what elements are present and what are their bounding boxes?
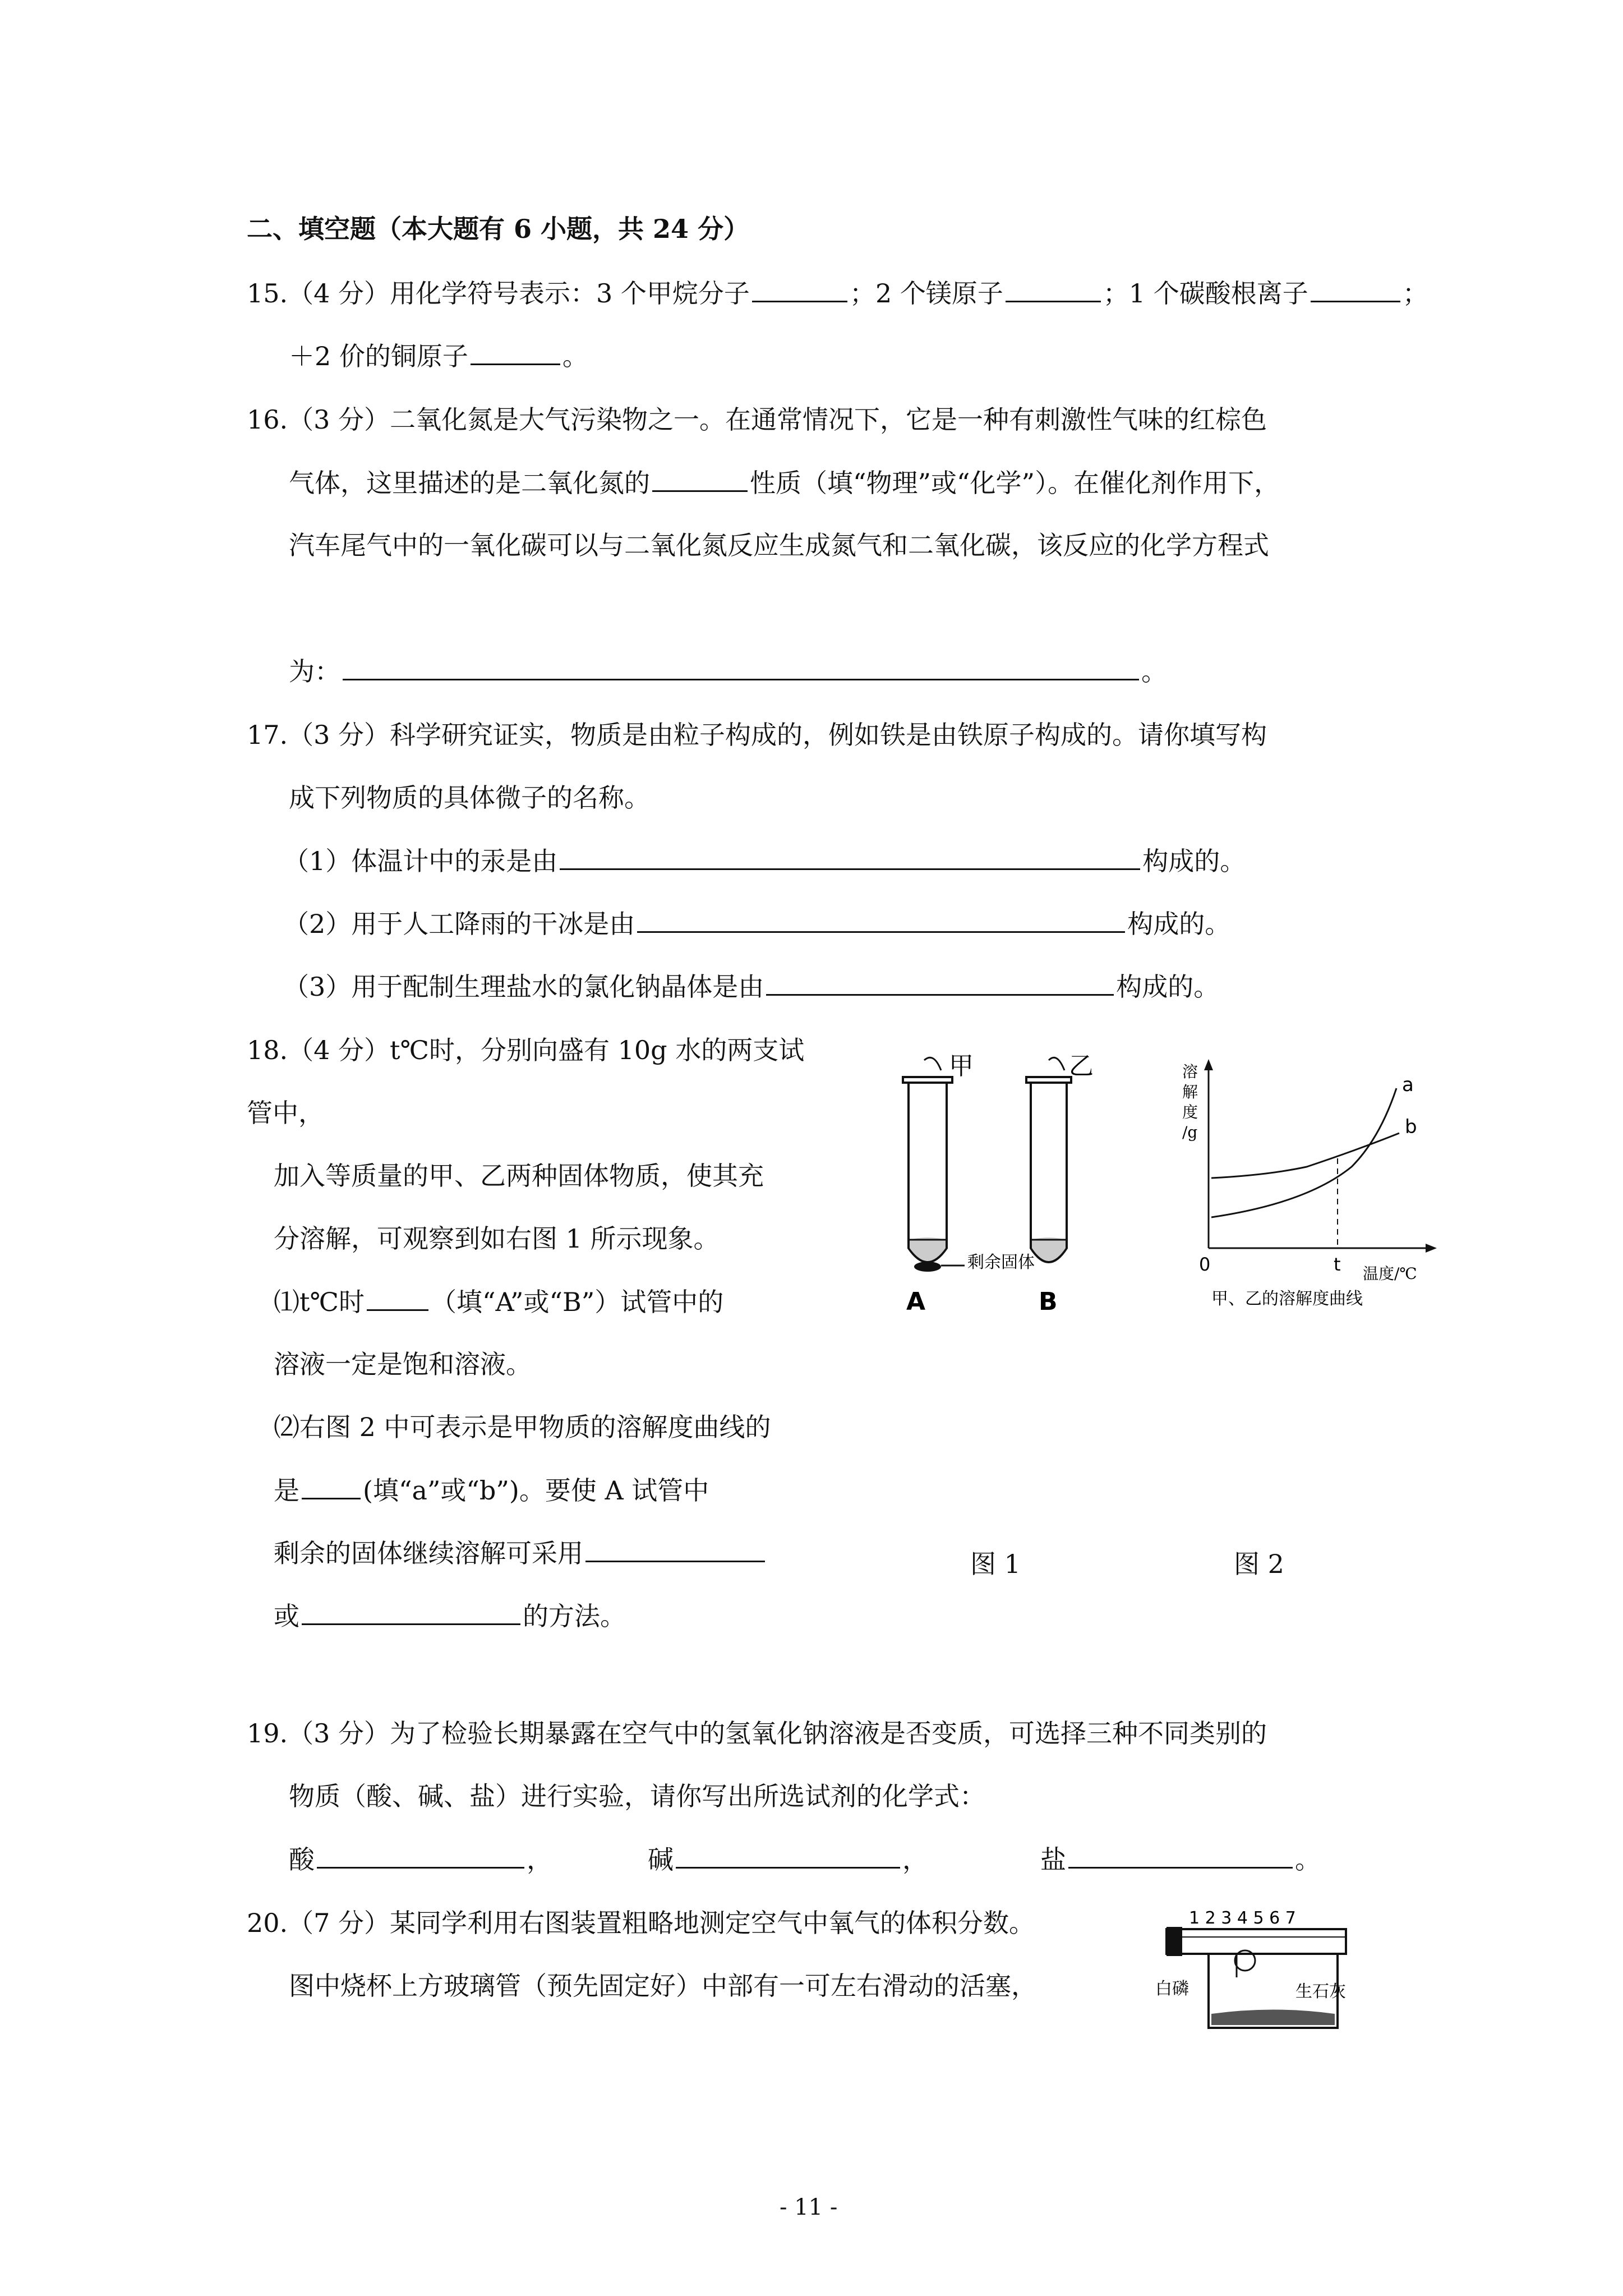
x-axis-label: 温度/℃	[1363, 1264, 1417, 1283]
q18-blank-1[interactable]	[367, 1285, 428, 1311]
q18-blank-3[interactable]	[585, 1536, 765, 1562]
q17-item2-tail: 构成的。	[1127, 909, 1231, 939]
q16-text-b: 性质（填“物理”或“化学”）。在催化剂作用下，	[750, 468, 1280, 498]
q16-line2	[289, 466, 1280, 500]
curve-a-label: a	[1402, 1074, 1414, 1096]
quicklime-label: 生石灰	[1295, 1982, 1346, 2001]
q19-comma-2: ，	[902, 1844, 928, 1875]
q15-blank-3[interactable]	[1311, 276, 1400, 302]
q19-base	[648, 1842, 928, 1876]
q20-apparatus-figure	[1144, 1904, 1402, 2050]
q18-text-g: 的方法。	[523, 1601, 626, 1631]
q18-line10	[274, 1599, 626, 1633]
q18-line3: 加入等质量的甲、乙两种固体物质，使其充	[274, 1161, 764, 1191]
white-phosphorus-label: 白磷	[1155, 1979, 1189, 1999]
q19-line3	[289, 1842, 552, 1876]
q17-item2	[283, 907, 1230, 941]
y-axis-label-line4: /g	[1182, 1123, 1198, 1142]
q15-text-a: 15.（4 分）用化学符号表示：3 个甲烷分子	[247, 278, 750, 309]
tube-b	[1026, 1057, 1071, 1262]
residual-note: 剩余固体	[967, 1253, 1035, 1272]
q18-text-c: 是	[274, 1475, 299, 1506]
q18-text-d: (填“a”或“b”)。要使 A 试管中	[363, 1475, 709, 1506]
q20-line2: 图中烧杯上方玻璃管（预先固定好）中部有一可左右滑动的活塞，	[289, 1971, 1037, 2001]
q18-text-e: 剩余的固体继续溶解可采用	[274, 1538, 583, 1568]
piston	[1166, 1927, 1182, 1956]
q19-end: 。	[1295, 1844, 1321, 1875]
q18-line7: ⑵右图 2 中可表示是甲物质的溶解度曲线的	[274, 1412, 771, 1442]
q18-line5	[274, 1285, 723, 1319]
q15-text-b: ；2 个镁原子	[849, 278, 1003, 309]
q18-blank-2[interactable]	[302, 1473, 361, 1499]
tube-a	[903, 1057, 965, 1272]
q19-line2: 物质（酸、碱、盐）进行实验，请你写出所选试剂的化学式：	[289, 1781, 985, 1811]
q18-line1: 18.（4 分）t℃时，分别向盛有 10g 水的两支试	[247, 1035, 805, 1065]
figure-2-caption: 图 2	[1234, 1549, 1284, 1579]
curve-a	[1211, 1088, 1396, 1217]
q16-blank-1[interactable]	[652, 466, 748, 492]
t-label: t	[1334, 1254, 1341, 1275]
q17-line2: 成下列物质的具体微子的名称。	[289, 783, 650, 813]
q16-line1: 16.（3 分）二氧化氮是大气污染物之一。在通常情况下，它是一种有刺激性气味的红棕色	[247, 404, 1267, 435]
q19-line1: 19.（3 分）为了检验长期暴露在空气中的氢氧化钠溶液是否变质，可选择三种不同类别的	[247, 1718, 1267, 1749]
q17-item2-text: （2）用于人工降雨的干冰是由	[283, 909, 635, 939]
page-number: - 11 -	[780, 2194, 838, 2220]
q19-base-label: 碱	[648, 1844, 674, 1875]
section-title: 二、填空题（本大题有 6 小题，共 24 分）	[247, 214, 750, 244]
q19-acid-label: 酸	[289, 1844, 315, 1875]
tube-b-label: 乙	[1069, 1055, 1094, 1080]
residual-solid	[914, 1262, 941, 1272]
curve-b	[1211, 1133, 1399, 1178]
curve-b-label: b	[1405, 1116, 1417, 1138]
q18-line6: 溶液一定是饱和溶液。	[274, 1349, 532, 1379]
q15-line1	[247, 276, 1428, 310]
tube-a-letter: A	[906, 1287, 926, 1316]
q17-line1: 17.（3 分）科学研究证实，物质是由粒子构成的，例如铁是由铁原子构成的。请你填写构	[247, 720, 1267, 750]
q18-line9	[274, 1536, 767, 1570]
q17-blank-2[interactable]	[637, 907, 1125, 933]
scale-label: 1 2 3 4 5 6 7	[1189, 1908, 1296, 1928]
q19-blank-acid[interactable]	[317, 1842, 524, 1869]
q15-text-d: ；	[1402, 278, 1428, 309]
q15-blank-1[interactable]	[752, 276, 847, 302]
figure-1-caption: 图 1	[970, 1549, 1021, 1579]
tube-a-label: 甲	[949, 1055, 974, 1080]
y-axis-label-line1: 溶	[1182, 1062, 1198, 1081]
y-axis-label-line3: 度	[1182, 1103, 1198, 1121]
q19-blank-salt[interactable]	[1068, 1842, 1293, 1869]
figure-2-title: 甲、乙的溶解度曲线	[1211, 1289, 1363, 1309]
q19-comma-1: ，	[527, 1844, 552, 1875]
figure-2-solubility-curves	[1178, 1055, 1458, 1324]
q19-blank-base[interactable]	[676, 1842, 900, 1869]
q18-line4: 分溶解，可观察到如右图 1 所示现象。	[274, 1223, 720, 1254]
q17-blank-3[interactable]	[766, 969, 1114, 996]
q17-item1	[283, 844, 1246, 878]
q17-item1-tail: 构成的。	[1142, 846, 1246, 876]
q18-text-f: 或	[274, 1601, 299, 1631]
y-axis-label	[1182, 1062, 1203, 1142]
q17-item3-text: （3）用于配制生理盐水的氯化钠晶体是由	[283, 972, 764, 1002]
q18-line8	[274, 1473, 709, 1507]
q18-text-a: ⑴t℃时	[274, 1287, 365, 1317]
quicklime-layer	[1211, 2010, 1335, 2026]
q16-line3: 汽车尾气中的一氧化碳可以与二氧化氮反应生成氮气和二氧化碳，该反应的化学方程式	[289, 530, 1269, 560]
q15-text-c: ；1 个碳酸根离子	[1103, 278, 1308, 309]
glass-tube	[1166, 1929, 1346, 1954]
q20-line1: 20.（7 分）某同学利用右图装置粗略地测定空气中氧气的体积分数。	[247, 1908, 1035, 1938]
q15-blank-2[interactable]	[1006, 276, 1101, 302]
q15-line2	[289, 339, 588, 373]
q15-text-e: ＋2 价的铜原子	[289, 341, 468, 371]
y-axis-label-line2: 解	[1182, 1083, 1198, 1101]
q16-line4	[289, 654, 1167, 688]
tube-b-letter: B	[1039, 1287, 1058, 1316]
q19-salt	[1040, 1842, 1321, 1876]
q17-item3	[283, 969, 1219, 1004]
q16-text-c: 为：	[289, 656, 340, 687]
q17-item1-text: （1）体温计中的汞是由	[283, 846, 558, 876]
q15-text-f: 。	[562, 341, 588, 371]
q16-blank-equation[interactable]	[343, 654, 1139, 680]
q17-blank-1[interactable]	[560, 844, 1140, 870]
q18-line2: 管中，	[247, 1098, 324, 1128]
q19-salt-label: 盐	[1040, 1844, 1066, 1875]
origin-label: 0	[1199, 1254, 1211, 1275]
q16-text-d: 。	[1141, 656, 1167, 687]
q18-text-b: （填“A”或“B”）试管中的	[430, 1287, 724, 1317]
q18-blank-4[interactable]	[302, 1599, 520, 1625]
q17-item3-tail: 构成的。	[1116, 972, 1220, 1002]
figure-1-test-tubes	[886, 1055, 1155, 1318]
q16-text-a: 气体，这里描述的是二氧化氮的	[289, 468, 650, 498]
q15-blank-4[interactable]	[471, 339, 560, 365]
